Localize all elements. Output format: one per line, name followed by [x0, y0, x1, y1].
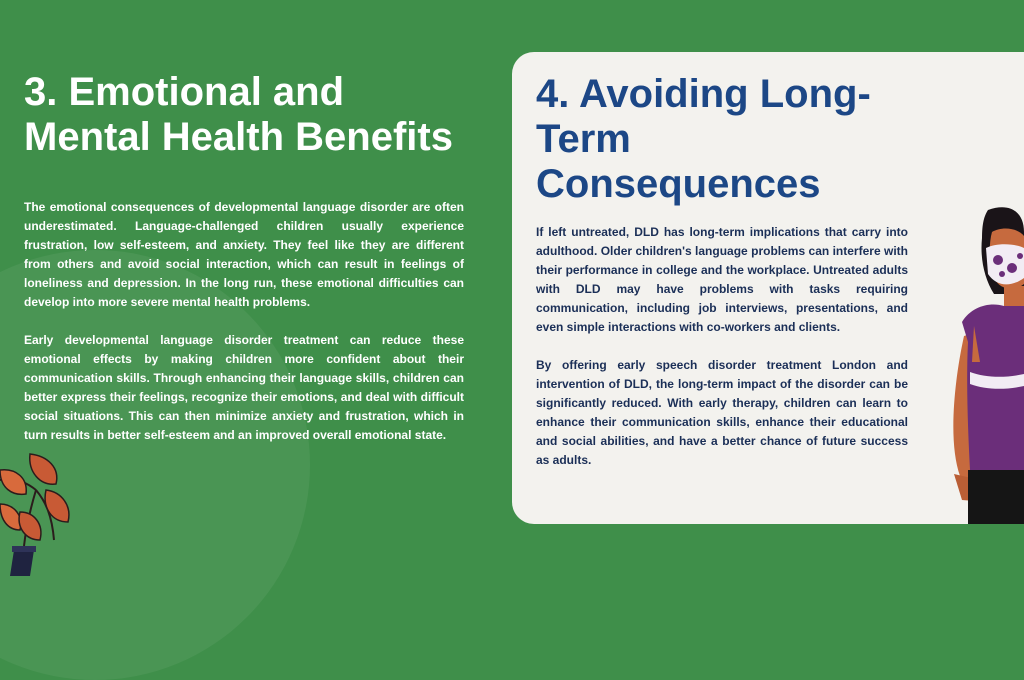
section-3-body — [24, 198, 464, 445]
section-long-term-card — [512, 52, 1024, 524]
section-4-body — [536, 223, 908, 470]
section-long-term — [536, 72, 908, 489]
section-3-paragraph-1: The emotional consequences of developmental language disorder are often underestimated. Language-challenged children usually experience frustration, low self-esteem, and anxiety. They feel like they are different from others and avoid social interaction, which can result in feelings of loneliness and depression. In the long run, these emotional difficulties can develop into more severe mental health problems. — [24, 200, 464, 309]
potted-plant-illustration — [0, 450, 86, 576]
section-3-title: 3. Emotional and Mental Health Benefits — [24, 70, 453, 159]
section-4-title: 4. Avoiding Long-Term Consequences — [536, 72, 871, 206]
section-4-paragraph-2: By offering early speech disorder treatment London and intervention of DLD, the long-term impact of the disorder can be significantly reduced. With early therapy, children can learn to enhance their communication skills, enhance their educational and social abilities, and have a better chance of future success as adults. — [536, 358, 908, 467]
masked-woman-illustration — [910, 202, 1024, 524]
section-emotional-benefits — [24, 70, 464, 464]
section-4-paragraph-1: If left untreated, DLD has long-term implications that carry into adulthood. Older children's language problems can interfere with their performance in college and the workplace. Untreated adults with DLD may have problems with tasks requiring communication, including job interviews, presentations, and even simple interactions with co-workers and clients. — [536, 225, 908, 334]
section-3-paragraph-2: Early developmental language disorder treatment can reduce these emotional effects by making children more confident about their communication skills. Through enhancing their language skills, children can better express their feelings, recognize their emotions, and deal with difficult social situations. This can then minimize anxiety and frustration, which in turn results in better self-esteem and an improved overall emotional state. — [24, 333, 464, 442]
